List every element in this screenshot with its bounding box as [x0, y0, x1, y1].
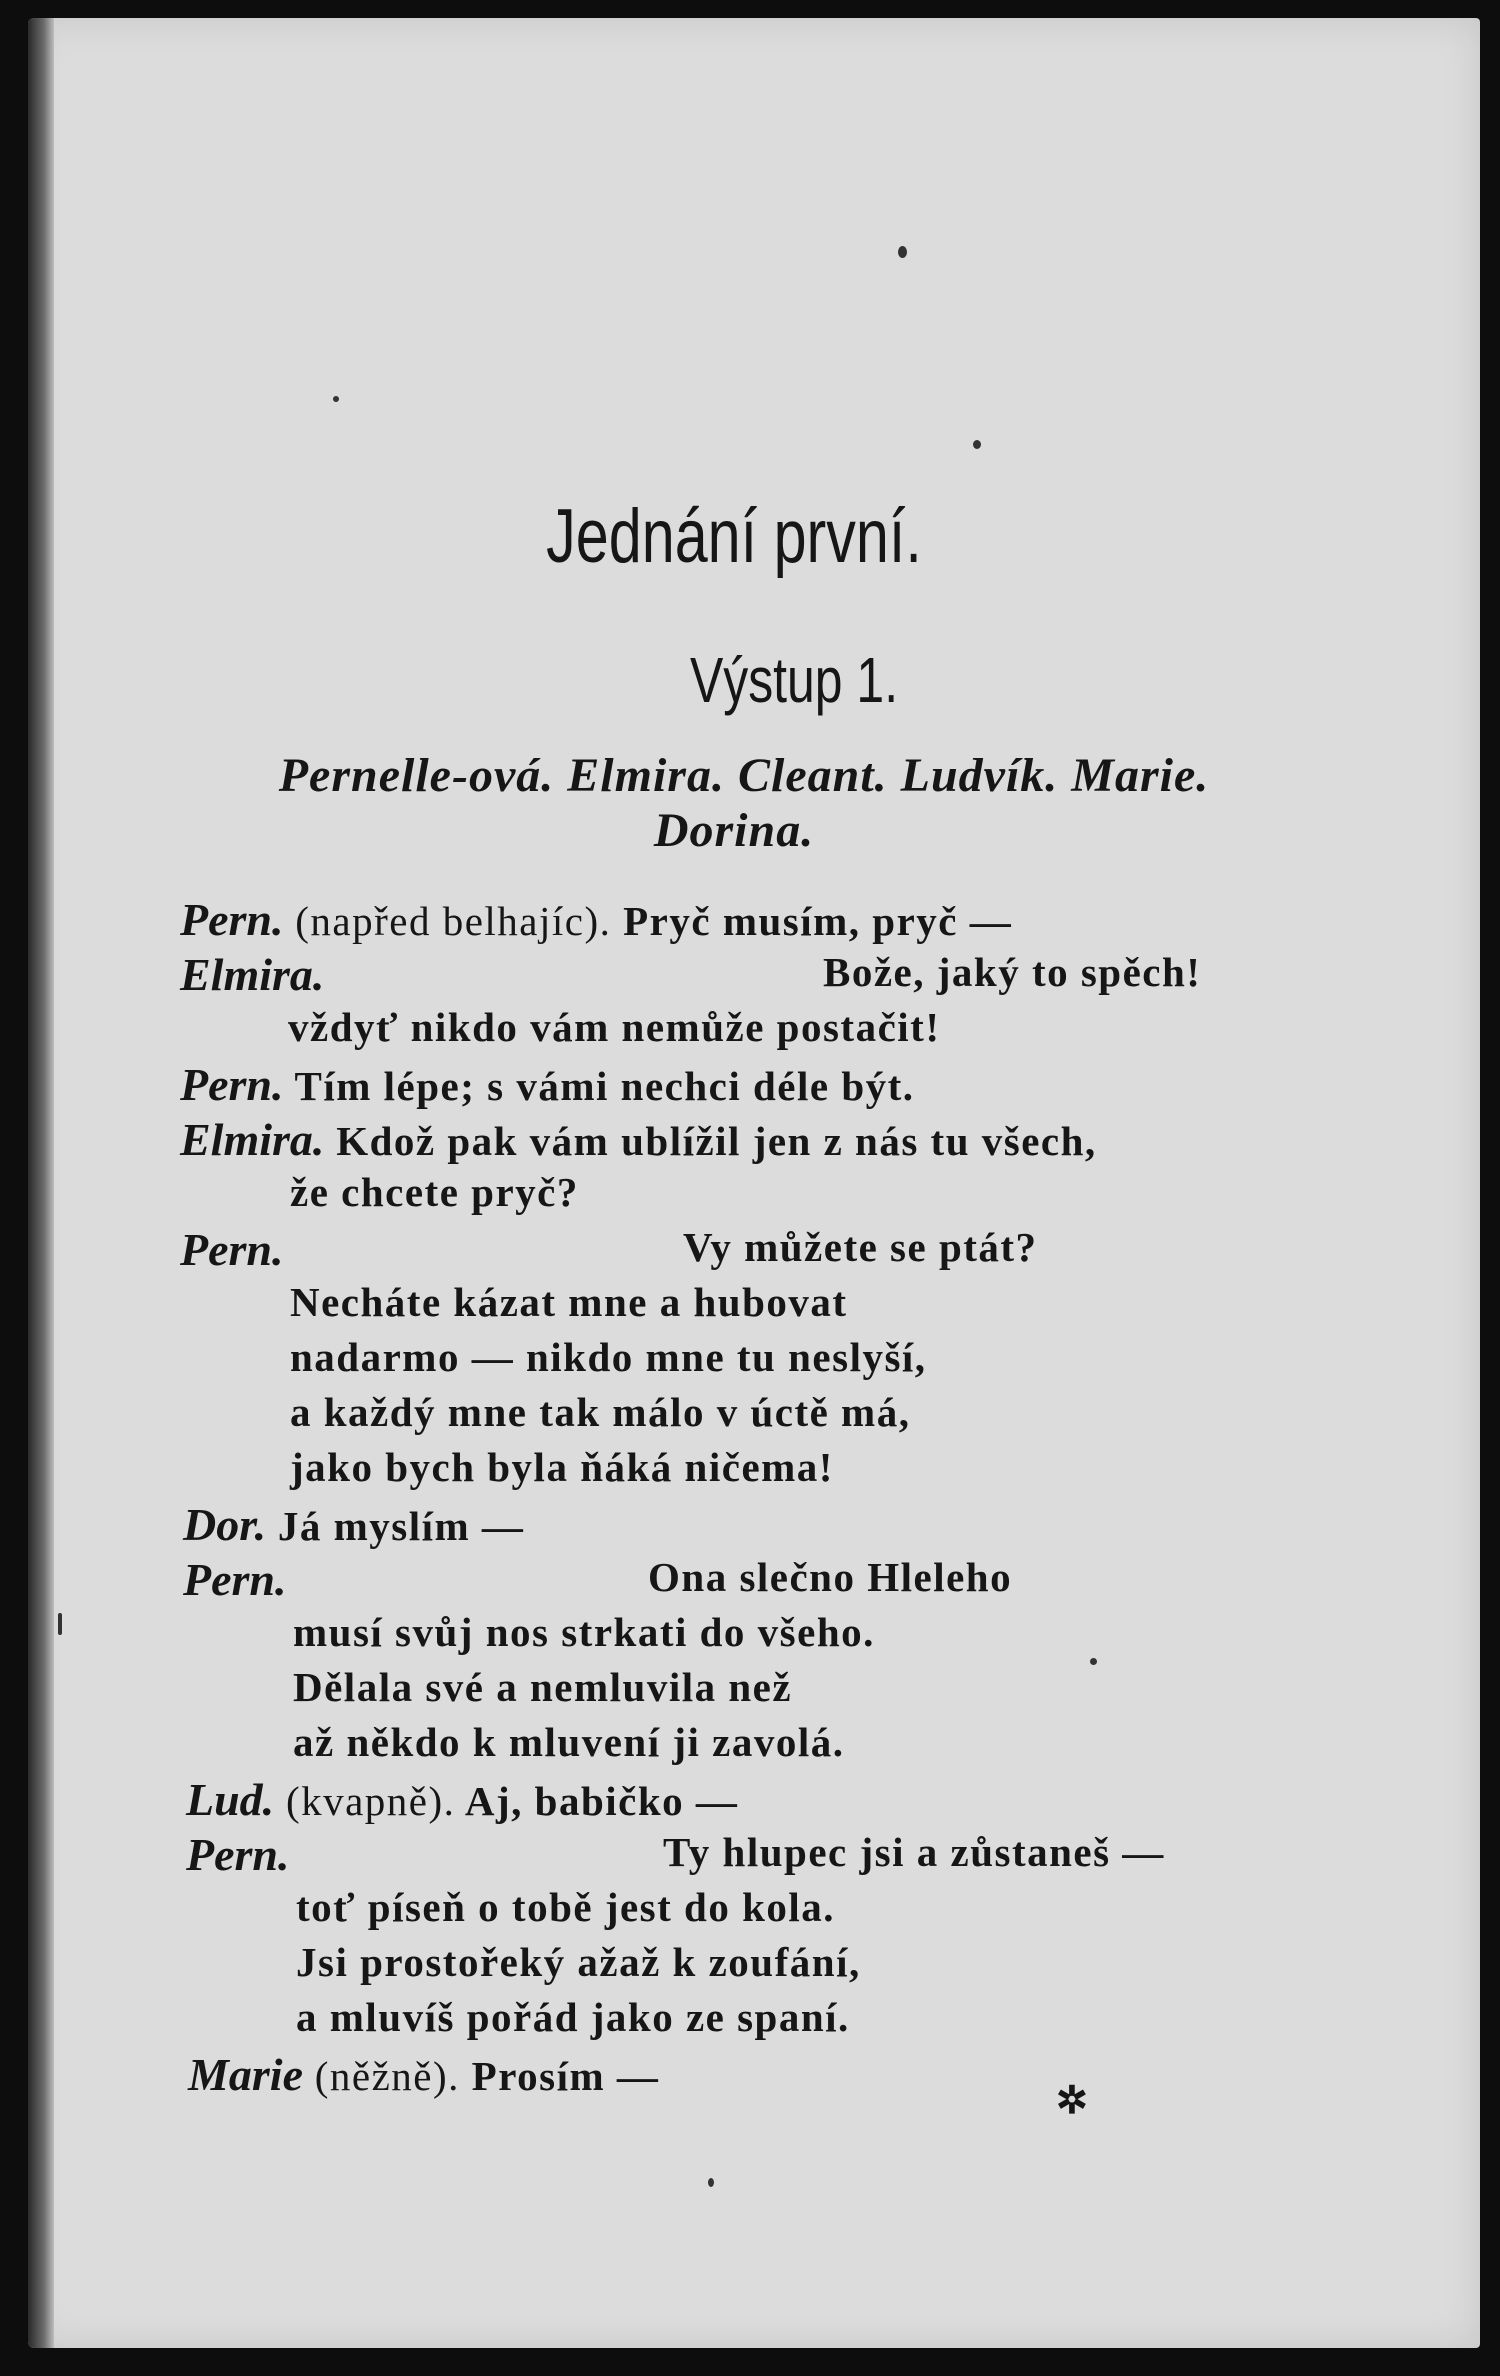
dialogue-line	[293, 1608, 875, 1656]
act-title: Jednání první.	[546, 494, 922, 579]
speaker-name: Pern.	[180, 1059, 284, 1110]
line-text: že chcete pryč?	[290, 1169, 579, 1215]
dialogue-line-continuation	[648, 1553, 1012, 1601]
line-text: nadarmo — nikdo mne tu neslyší,	[290, 1334, 927, 1380]
speaker-name: Pern.	[180, 894, 284, 945]
dialogue-line	[180, 1113, 1097, 1166]
dialogue-line	[293, 1663, 792, 1711]
line-text: Tím lépe; s vámi nechci déle být.	[294, 1063, 915, 1109]
speaker-name: Elmira.	[180, 949, 325, 1000]
line-text: až někdo k mluvení ji zavolá.	[293, 1719, 845, 1765]
paper-speck	[708, 2178, 714, 2187]
dialogue-line	[296, 1883, 835, 1931]
paper-speck	[333, 396, 339, 402]
dialogue-line	[290, 1333, 927, 1381]
dialogue-line	[290, 1388, 910, 1436]
speaker-name: Pern.	[183, 1554, 287, 1605]
paper-speck	[1090, 1658, 1097, 1665]
dialogue-line	[293, 1718, 844, 1766]
dialogue-line	[183, 1498, 524, 1551]
scene-title: Výstup 1.	[689, 644, 899, 716]
dialogue-line-continuation	[683, 1223, 1038, 1271]
line-text: Dělala své a nemluvila než	[293, 1664, 793, 1710]
dialogue-line	[296, 1938, 861, 1986]
line-text: vždyť nikdo vám nemůže postačit!	[288, 1004, 941, 1050]
line-text: Aj, babičko —	[464, 1778, 739, 1824]
speaker-name: Dor.	[183, 1499, 267, 1550]
line-text: a mluvíš pořád jako ze spaní.	[296, 1994, 850, 2040]
speaker-name: Marie	[188, 2049, 303, 2100]
dialogue-line	[180, 1058, 915, 1111]
line-text: Necháte kázat mne a hubovat	[290, 1279, 848, 1325]
line-text: Bože, jaký to spěch!	[823, 949, 1202, 995]
cast-list-line-1: Pernelle-ová. Elmira. Cleant. Ludvík. Marie.	[278, 749, 1210, 802]
line-text: Kdož pak vám ublížil jen z nás tu všech,	[336, 1118, 1097, 1164]
dialogue-line-continuation	[663, 1828, 1165, 1876]
line-text: jako bych byla ňáká ničema!	[290, 1444, 834, 1490]
cast-list-line-2: Dorina.	[653, 804, 815, 857]
line-text: Já myslím —	[277, 1503, 525, 1549]
line-text: toť píseň o tobě jest do kola.	[296, 1884, 836, 1930]
paper-speck	[58, 1613, 62, 1635]
speaker-name: Pern.	[180, 1224, 284, 1275]
stage-direction: (napřed belhajíc).	[295, 898, 612, 944]
line-text: a každý mne tak málo v úctě má,	[290, 1389, 911, 1435]
dialogue-line	[290, 1443, 834, 1491]
line-text: Ona slečno Hleleho	[648, 1554, 1013, 1600]
dialogue-line	[183, 1553, 287, 1606]
dialogue-line-continuation	[823, 948, 1201, 996]
dialogue-line	[296, 1993, 850, 2041]
line-text: Jsi prostořeký ažaž k zoufání,	[296, 1939, 861, 1985]
dialogue-line	[290, 1278, 848, 1326]
dialogue-line	[288, 1003, 940, 1051]
book-spine-shadow	[28, 18, 54, 2348]
book-page	[28, 18, 1480, 2348]
paper-speck	[973, 440, 981, 449]
dialogue-line	[180, 893, 1012, 946]
stage-direction: (kvapně).	[285, 1778, 456, 1824]
speaker-name: Pern.	[186, 1829, 290, 1880]
paper-speck	[898, 246, 907, 258]
dialogue-line	[180, 948, 324, 1001]
line-text: Prosím —	[471, 2053, 660, 2099]
asterism-ornament: ✲	[1056, 2080, 1088, 2122]
dialogue-line	[290, 1168, 579, 1216]
line-text: musí svůj nos strkati do všeho.	[293, 1609, 875, 1655]
dialogue-line	[188, 2048, 659, 2101]
speaker-name: Lud.	[186, 1774, 275, 1825]
line-text: Ty hlupec jsi a zůstaneš —	[663, 1829, 1165, 1875]
stage-direction: (něžně).	[314, 2053, 460, 2099]
dialogue-line	[186, 1773, 738, 1826]
line-text: Pryč musím, pryč —	[623, 898, 1013, 944]
dialogue-line	[180, 1223, 284, 1276]
speaker-name: Elmira.	[180, 1114, 325, 1165]
dialogue-line	[186, 1828, 290, 1881]
line-text: Vy můžete se ptát?	[683, 1224, 1038, 1270]
